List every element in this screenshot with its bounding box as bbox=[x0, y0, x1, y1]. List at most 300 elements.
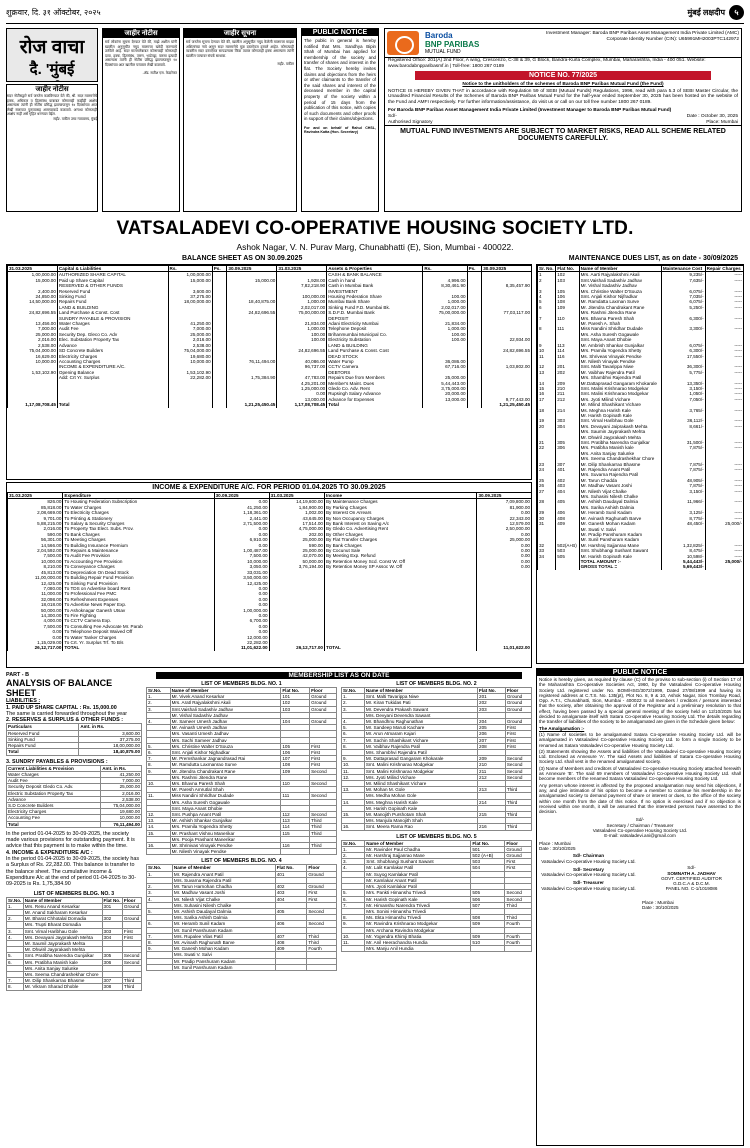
table-cell: Mrs. Shambhvi Rajendra Patil bbox=[364, 750, 477, 756]
table-cell: Audit Fee bbox=[57, 326, 168, 331]
maintenance-title: MAINTENANCE DUES LIST, as on date - 30/09/2025 bbox=[568, 255, 738, 262]
table-cell: Mr. Nilesh Vijat Chalke bbox=[172, 896, 275, 902]
table-cell: 1. bbox=[342, 846, 365, 852]
table-row bbox=[342, 946, 532, 952]
table-cell: 9. bbox=[147, 946, 173, 952]
public-notice-2 bbox=[536, 668, 744, 1146]
table-cell: Smt. Pushpa Anant Patil bbox=[170, 812, 281, 818]
table-cell: 7,82,218.90 bbox=[277, 283, 327, 288]
table-cell: 2,016.00 bbox=[101, 790, 142, 796]
table-cell: 210 bbox=[556, 386, 579, 391]
table-cell: Miss Nandini Shridhar Dudade bbox=[170, 793, 281, 799]
para2: 2. RESERVES & SURPLUS & OTHER FUNDS : bbox=[6, 717, 124, 724]
table-cell: 3,600.00 bbox=[79, 730, 142, 736]
table-cell: 30 bbox=[538, 516, 556, 521]
table-cell: 6. bbox=[147, 921, 173, 927]
table-cell: Mr. Shrinivas Vinayak Pendse bbox=[170, 843, 281, 849]
table-cell: 1,25,000.00 bbox=[277, 386, 327, 391]
table-cell: Repairs Due from Members bbox=[327, 375, 423, 380]
table-cell: 1,000.00 bbox=[277, 299, 327, 304]
table-cell: Total bbox=[7, 749, 79, 755]
para3: 3. SUNDRY PAYABLES & PROVISIONS : bbox=[6, 758, 108, 765]
table-cell: Mrs. Christine Walter D'Souza bbox=[579, 289, 661, 294]
table-cell: 213 bbox=[478, 787, 506, 793]
table-cell: 107 bbox=[281, 756, 310, 762]
para1b: The same is carried forwarded throughout the year bbox=[6, 710, 128, 717]
table-cell: ----- bbox=[705, 364, 743, 369]
table-cell: 9. bbox=[342, 756, 365, 762]
table-row bbox=[8, 402, 532, 407]
column-header: Flat No. bbox=[556, 266, 579, 272]
table-cell: TOTAL AMOUNT :- bbox=[579, 559, 661, 564]
table-cell: 8,210.00 bbox=[8, 564, 63, 569]
table-cell: 25,000.00 bbox=[423, 375, 467, 380]
table-cell: 10. bbox=[147, 781, 171, 787]
table-cell: 5 bbox=[538, 299, 556, 304]
table-cell: Ground bbox=[307, 884, 337, 890]
table-cell bbox=[423, 402, 467, 407]
table-cell: Telephone Deposit bbox=[327, 326, 423, 331]
table-cell: Mr. Dilip Shankarrao Bhasme bbox=[579, 462, 661, 467]
table-cell: Opening Balance bbox=[57, 370, 168, 375]
table-cell: ----- bbox=[705, 408, 743, 413]
table-cell: 3,300/- bbox=[661, 326, 705, 331]
table-cell: Mr. Pradip Panshuram Kadam bbox=[579, 532, 661, 537]
table-cell: 11,01,622.00 bbox=[477, 645, 531, 650]
table-cell: 0.00 bbox=[477, 532, 531, 537]
notice-sign: For and on behalf of Rahul CHSL, Ravindra Katta (Hon. Secretary) bbox=[304, 125, 376, 135]
table-cell: ----- bbox=[705, 499, 743, 504]
bldg2-table bbox=[341, 687, 532, 831]
table-cell: 111 bbox=[556, 326, 579, 331]
table-cell: 5,69,443/- bbox=[661, 564, 705, 569]
table-cell: Mr. Heramb Sunil Kadam bbox=[579, 510, 661, 515]
table-cell: 302 bbox=[102, 916, 122, 922]
table-cell: 307 bbox=[556, 462, 579, 467]
table-cell: 5. bbox=[342, 890, 365, 896]
table-cell: Water Charges bbox=[7, 772, 101, 778]
table-cell: 207 bbox=[478, 737, 506, 743]
table-cell: Mrs. Anita Sanjay Salunke bbox=[23, 965, 102, 971]
table-cell: By Bank Interest on Saving A/c bbox=[324, 521, 476, 526]
table-cell: Mr. Ambrish Shankar Gunjalkar bbox=[579, 343, 661, 348]
table-cell: Mrs. Asha Suresh Gogawale bbox=[579, 332, 661, 337]
table-cell: 6. bbox=[342, 731, 365, 737]
table-cell: Second bbox=[307, 921, 337, 927]
bldg3-table bbox=[6, 897, 142, 991]
table-cell: 1,000.00 bbox=[423, 326, 467, 331]
table-cell: Mr. Sunil Panshuram Kadam bbox=[172, 964, 275, 970]
reserves-table bbox=[6, 723, 142, 755]
table-cell: Mrs. Vasanti Umesh Jadhav bbox=[170, 731, 281, 737]
table-cell: 1. bbox=[7, 903, 24, 909]
page-header bbox=[6, 2, 744, 24]
signatories bbox=[537, 852, 743, 911]
para4b: In the period 01-04-2025 to 30-09-2025, the society has a Surplus of Rs. 22,282.00. This balance is transfer to the balance sheet. The cumulative income & Expenditure A/c at the end of period 01-04-2025 to 30-09-2025 is Rs. 1,75,384.90 bbox=[6, 856, 140, 888]
table-cell: ----- bbox=[705, 316, 743, 321]
balance-sheet-title: BALANCE SHEET AS ON 30.09.2025 bbox=[182, 255, 303, 262]
table-cell: 113 bbox=[281, 818, 310, 824]
table-cell: 20 bbox=[538, 424, 556, 429]
column-header: Floor bbox=[307, 865, 337, 871]
table-cell: 2. bbox=[7, 916, 24, 922]
auditor-sign: Sd/- SOMNATH A. JADHAV GOVT. CERTIFIED AUDITOR G.D.C.A & D.C.M. PANEL NO. C-1/1019086 bbox=[661, 865, 722, 892]
table-cell: Ms. Meghna Harish Kale bbox=[579, 408, 661, 413]
table-cell: 8,35,457.90 bbox=[482, 283, 531, 288]
table-cell: 6. bbox=[147, 750, 171, 756]
table-cell: Land Purchase & Const. Cost bbox=[327, 348, 423, 353]
table-cell: 5,44,443.00 bbox=[423, 381, 467, 386]
table-cell: Fourth bbox=[505, 939, 532, 945]
table-cell: 75,00,000.00 bbox=[277, 310, 327, 315]
table-cell: Reserved Fund bbox=[57, 289, 168, 294]
table-cell: 3,76,194.00 bbox=[269, 564, 324, 569]
table-cell: 7,875/- bbox=[661, 483, 705, 488]
table-cell: 3,765/- bbox=[661, 408, 705, 413]
table-cell: ----- bbox=[705, 397, 743, 402]
table-cell: Sinking Fund F.D. Mumbai Bk. bbox=[327, 305, 423, 310]
column-header: Name of Member bbox=[172, 865, 275, 871]
table-cell: 6. bbox=[7, 959, 24, 965]
table-cell: 14,566.00 bbox=[8, 543, 63, 548]
table-cell: Third bbox=[122, 984, 141, 990]
part-b-analysis bbox=[6, 672, 142, 1146]
table-cell: Mr. Prashant Vishnu Manerikar bbox=[170, 830, 281, 836]
table-cell: 25,000.00 bbox=[269, 537, 324, 542]
table-cell: Third bbox=[307, 939, 337, 945]
table-cell: 203 bbox=[478, 706, 506, 712]
table-cell: 409 bbox=[556, 521, 579, 526]
table-cell: 26 bbox=[538, 483, 556, 488]
table-cell: 32 bbox=[538, 543, 556, 548]
table-cell: ----- bbox=[705, 483, 743, 488]
table-cell: Third bbox=[122, 978, 141, 984]
table-cell: 401 bbox=[556, 467, 579, 472]
table-cell: TOTAL bbox=[324, 645, 476, 650]
table-cell: 36,112/- bbox=[661, 418, 705, 423]
table-cell: 19 bbox=[538, 418, 556, 423]
baroda-bnp-notice bbox=[384, 28, 742, 212]
column-header: Floor bbox=[505, 688, 531, 694]
table-cell: 105 bbox=[556, 289, 579, 294]
table-cell: 505 bbox=[471, 890, 505, 896]
table-cell: 502(A+B) bbox=[556, 543, 579, 548]
table-cell: Mrs. Devyani Devendra Sawant bbox=[364, 712, 477, 718]
table-cell: 28 bbox=[538, 499, 556, 504]
table-cell: Smt. Malti Tavarippa Niwe bbox=[579, 364, 661, 369]
table-cell: 29 bbox=[538, 510, 556, 515]
table-cell: 31 bbox=[538, 521, 556, 526]
table-cell: To Building Insurance Premium bbox=[63, 543, 214, 548]
table-cell: Mumbai Bank Share bbox=[327, 299, 423, 304]
table-cell: Add: Crt Yr. Surplus bbox=[57, 375, 168, 380]
jahir-notice-left bbox=[6, 84, 98, 212]
table-cell: 509 bbox=[471, 921, 505, 927]
table-cell: 3,600.00 bbox=[168, 289, 212, 294]
table-cell: Mr. Saumil Jayprakash Mehta bbox=[23, 940, 102, 946]
table-cell: 8 bbox=[538, 326, 556, 331]
table-cell: Mr. Rajendra Anant Patil bbox=[579, 467, 661, 472]
table-cell: 23 bbox=[538, 462, 556, 467]
membership-lists bbox=[146, 672, 532, 1146]
table-row bbox=[8, 375, 532, 380]
table-cell: 106 bbox=[556, 294, 579, 299]
table-cell: 0.00 bbox=[477, 559, 531, 564]
table-cell: 202.00 bbox=[269, 532, 324, 537]
table-row bbox=[147, 964, 337, 970]
table-cell: Mr. Ashish Daudayal Dalmia bbox=[579, 499, 661, 504]
table-cell: Mrs. Rashmi Jitendra Rane bbox=[170, 774, 281, 780]
table-cell: Mrs. Saumin Jayprakash Mehta bbox=[579, 429, 661, 434]
table-cell: 9,235/- bbox=[661, 272, 705, 278]
table-cell: Mr. Bharat Chhotalal Domadia bbox=[23, 916, 102, 922]
table-cell: Mrs. Seema Chandrashekhar Chore bbox=[579, 456, 661, 461]
table-cell: 41,250.00 bbox=[214, 505, 269, 510]
notice-body: NOTICE IS HEREBY GIVEN THAT in accordance with Regulation 59 of SEBI (Mutual Funds) Regulations, 1996, read with para 5.3 of SEBI Master Circular, the Unaudited Financial Results of the Schemes of Baroda BNP Paribas Mutual Fund for the half-year ended September 30, 2025 has been hosted on the website of the Fund and AMFI respectively. For further information/assistance, do visit us or call on our toll free number 1800 267 0189. bbox=[388, 88, 738, 105]
table-row bbox=[147, 849, 337, 855]
table-cell: Ms. Ekta Himanshu Trivedi bbox=[365, 915, 471, 921]
table-cell: 1,53,102.90 bbox=[8, 370, 58, 375]
table-cell: Second bbox=[505, 896, 532, 902]
table-cell: 22,343.00 bbox=[477, 516, 531, 521]
table-cell: Mr. Swati V. Salvi bbox=[579, 527, 661, 532]
table-cell: To Professional Fee PMC bbox=[63, 591, 214, 596]
table-cell: 1,75,384.90 bbox=[227, 375, 277, 380]
table-cell: 209 bbox=[556, 381, 579, 386]
table-cell: Mr. Nilesh Vinayak Pendse bbox=[170, 849, 281, 855]
table-cell: Miss Nandini Shridhar Dudade bbox=[579, 326, 661, 331]
table-cell: 112 bbox=[281, 812, 310, 818]
table-cell bbox=[168, 402, 212, 407]
table-cell: 8. bbox=[147, 762, 171, 768]
table-cell: 7. bbox=[147, 756, 171, 762]
table-cell: Mrs. Aarti Rajyalakshmi Akali bbox=[579, 272, 661, 278]
table-cell: Reserved Fund bbox=[7, 730, 79, 736]
table-cell: To Advertise News Paper Exp. bbox=[63, 602, 214, 607]
table-cell: 0.00 bbox=[214, 499, 269, 505]
table-cell: 116 bbox=[556, 354, 579, 359]
section-titles bbox=[6, 255, 744, 262]
table-cell: Mrs. Medha Mohan Gole bbox=[364, 793, 477, 799]
table-cell: 8,475/- bbox=[661, 548, 705, 553]
table-cell: Mrs. Pramila Yogendra Shetty bbox=[579, 348, 661, 353]
table-cell: Second bbox=[310, 793, 337, 799]
table-cell: 404 bbox=[275, 896, 307, 902]
table-cell: 209 bbox=[478, 756, 506, 762]
table-cell: 75,04,000.00 bbox=[168, 348, 212, 353]
table-cell: ----- bbox=[705, 294, 743, 299]
table-cell: 14. bbox=[147, 824, 171, 830]
table-cell: Total bbox=[7, 821, 101, 827]
table-cell: 7,875/- bbox=[661, 462, 705, 467]
table-cell: 12,579.00 bbox=[477, 521, 531, 526]
table-cell: 1,53,102.90 bbox=[168, 370, 212, 375]
table-cell: To Salary & Security Charges bbox=[63, 521, 214, 526]
table-cell: Mr. Rajendra Anant Patil bbox=[172, 871, 275, 877]
table-cell: 1,03,802.00 bbox=[482, 364, 531, 369]
table-cell: 10,000.00 bbox=[168, 359, 212, 364]
column-header: Flat No. bbox=[102, 897, 122, 903]
table-cell: Rupsingh Salary Advance bbox=[327, 391, 423, 396]
table-cell: 5,44,443/- bbox=[661, 559, 705, 564]
table-cell: 9. bbox=[147, 768, 171, 774]
table-cell: 304 bbox=[102, 934, 122, 940]
table-cell: 110 bbox=[556, 316, 579, 321]
column-header: Flat No. bbox=[478, 688, 506, 694]
table-cell: Mrs. Pankti Himanshu Trivedi bbox=[365, 890, 471, 896]
table-cell: Mrs. Pratibha Manish kale bbox=[23, 959, 102, 965]
table-cell: Ground bbox=[307, 871, 337, 877]
table-cell: Third bbox=[505, 824, 531, 830]
table-cell: Mr. Ganesh Mohan Kadam bbox=[579, 521, 661, 526]
table-cell: 100.00 bbox=[423, 332, 467, 337]
table-cell: Security Deposit Gledo Co. Adv. bbox=[7, 784, 101, 790]
table-cell: 7,035/- bbox=[661, 294, 705, 299]
table-cell: 10,000.00 bbox=[8, 559, 63, 564]
table-cell: Brihanmumbai Municipal Co. bbox=[327, 332, 423, 337]
table-cell: Mrs. Bhavna Paresh Shah bbox=[579, 316, 661, 321]
table-cell: 214 bbox=[556, 408, 579, 413]
table-cell: 206 bbox=[478, 731, 506, 737]
table-cell: 3. bbox=[147, 706, 171, 712]
table-cell: 5. bbox=[147, 908, 173, 914]
table-cell: First bbox=[310, 756, 337, 762]
table-cell: Mr. Anand Sakharam Kesarkar bbox=[23, 909, 102, 915]
table-cell: 26,12,717.00 bbox=[269, 645, 324, 650]
table-cell bbox=[275, 964, 307, 970]
table-cell: 4,000.00 bbox=[8, 618, 63, 623]
table-cell: By Parking Charges bbox=[324, 505, 476, 510]
partb-label: PART - B bbox=[6, 672, 29, 678]
table-cell bbox=[342, 946, 365, 952]
table-cell: Third bbox=[505, 902, 532, 908]
para4a: In the period 01-04-2025 to 30-09-2025, the society made various provisions for outstanding payment. It is advice that this payment is to make within the time. bbox=[6, 830, 135, 850]
table-cell: By Bank Charges bbox=[324, 543, 476, 548]
table-cell: Mr. Devendra Prakash Sawant bbox=[364, 706, 477, 712]
society-address: Ashok Nagar, V. N. Purav Marg, Chunabhatti (E), Sion, Mumbai - 400022. bbox=[236, 242, 514, 252]
table-cell: Fourth bbox=[505, 921, 532, 927]
table-cell: 75,00,000.00 bbox=[423, 310, 467, 315]
notice-title: PUBLIC NOTICE bbox=[302, 29, 378, 36]
table-cell: 0.00 bbox=[214, 586, 269, 591]
table-cell: Mrs. Rupalee Vilas Patil bbox=[172, 933, 275, 939]
table-cell: 7,000.00 bbox=[101, 778, 142, 784]
table-cell: 509 bbox=[471, 933, 505, 939]
table-cell: Fourth bbox=[505, 933, 532, 939]
column-header: Amt. in Rs. bbox=[101, 765, 142, 771]
bldg4-table bbox=[146, 864, 337, 970]
table-cell: 81,900.00 bbox=[477, 505, 531, 510]
table-cell: Ground bbox=[505, 853, 532, 859]
table-cell: 4,75,000.00 bbox=[269, 526, 324, 531]
bldg2-title: LIST OF MEMBERS BLDG. NO. 2 bbox=[396, 681, 477, 687]
brand-name: Baroda bbox=[425, 31, 453, 40]
table-cell: By Meeting Exp. Refund bbox=[324, 553, 476, 558]
brand-name-2: BNP PARIBAS bbox=[425, 40, 480, 49]
column-header: Name of Member bbox=[364, 688, 477, 694]
table-cell bbox=[556, 564, 579, 569]
table-cell: First bbox=[307, 896, 337, 902]
table-cell: 100,000.00 bbox=[277, 294, 327, 299]
table-cell: 1,21,25,450.45 bbox=[227, 402, 277, 407]
table-cell: Advance bbox=[57, 343, 168, 348]
table-cell: Mr. Ravindra Krishnarao Modgekar bbox=[365, 921, 471, 927]
table-cell: To Fire Fighting bbox=[63, 613, 214, 618]
table-cell: 2,02,017.00 bbox=[277, 305, 327, 310]
table-cell: 3,75,000.00 bbox=[423, 386, 467, 391]
table-cell: 590.00 bbox=[269, 543, 324, 548]
table-cell: 11. bbox=[147, 793, 171, 799]
table-cell: Second bbox=[505, 774, 531, 780]
table-cell: Repairs Fund bbox=[7, 743, 79, 749]
table-cell: By Interest On Arrears bbox=[324, 510, 476, 515]
table-cell: 37,275.00 bbox=[168, 294, 212, 299]
table-cell: 211 bbox=[478, 768, 506, 774]
column-header: Particulars bbox=[7, 724, 79, 730]
table-cell: ----- bbox=[705, 543, 743, 548]
table-cell: To Ashoknagar Ganesh Utsav bbox=[63, 608, 214, 613]
table-cell: Mr. Ramdatta Laxman Surve bbox=[579, 299, 661, 304]
table-cell: ----- bbox=[705, 391, 743, 396]
table-cell: 10,000.00 bbox=[101, 815, 142, 821]
table-cell: 2. bbox=[147, 700, 171, 706]
column-header: Ps. bbox=[212, 266, 227, 272]
table-cell: 1,00,000.00 bbox=[168, 272, 212, 278]
column-header: Expenditure bbox=[63, 493, 214, 499]
table-cell: To Consulting Fee Advocate Mr. Parab bbox=[63, 624, 214, 629]
table-cell: 403 bbox=[556, 483, 579, 488]
table-cell: Mrs. Suhasini Nilesh Chalke bbox=[172, 902, 275, 908]
table-cell: 12,425.00 bbox=[214, 581, 269, 586]
table-cell: 7,050/- bbox=[661, 397, 705, 402]
table-cell: ----- bbox=[705, 478, 743, 483]
notice-title: जाहीर नोटीस bbox=[103, 29, 179, 38]
table-cell: 24,82,696.55 bbox=[227, 310, 277, 315]
table-cell: Smt. Meera Rama Rao bbox=[364, 824, 477, 830]
table-cell: 42,070.00 bbox=[269, 553, 324, 558]
table-cell: ----- bbox=[705, 554, 743, 559]
table-cell: 15. bbox=[147, 830, 171, 836]
membership-title: MEMBERSHIP LIST AS ON DATE bbox=[156, 672, 522, 679]
table-cell: By Cocunut Sale bbox=[324, 548, 476, 553]
table-cell: Paid up Share Capital bbox=[57, 278, 168, 283]
table-cell: Mr. Manojith Purshotam Shah bbox=[364, 812, 477, 818]
table-cell: 305 bbox=[102, 953, 122, 959]
table-cell: 2,400.00 bbox=[8, 289, 58, 294]
table-cell: 15. bbox=[342, 812, 365, 818]
table-cell: 7,080.00 bbox=[8, 586, 63, 591]
table-cell: Mrs. Trupti Bharat Domadia bbox=[23, 922, 102, 928]
table-cell: 201 bbox=[478, 694, 506, 700]
table-cell: 13. bbox=[147, 818, 171, 824]
balance-sheet bbox=[6, 264, 532, 480]
table-cell: Ground bbox=[310, 694, 337, 700]
table-cell: 1,050/- bbox=[661, 391, 705, 396]
column-header: Name of Member bbox=[579, 266, 661, 272]
table-cell: To Property Tax Elect. Subs. Prov. bbox=[63, 526, 214, 531]
table-cell: CASH & BANK BALANCE bbox=[327, 272, 423, 278]
table-cell: Mr. Vaibhav Rajendra Patil bbox=[579, 370, 661, 375]
column-header: 30.09.2025 bbox=[482, 266, 531, 272]
table-cell: To Depreciation On Dead Stock bbox=[63, 570, 214, 575]
table-cell: Mr. Sunil Panshuram Kadam bbox=[579, 537, 661, 542]
table-cell: 7 bbox=[538, 316, 556, 321]
table-cell: 116 bbox=[281, 843, 310, 849]
table-cell: 304 bbox=[556, 424, 579, 429]
table-cell: Third bbox=[505, 799, 531, 805]
table-cell: To Building Repair Fund Provision bbox=[63, 575, 214, 580]
table-cell: 20,000.00 bbox=[423, 391, 467, 396]
